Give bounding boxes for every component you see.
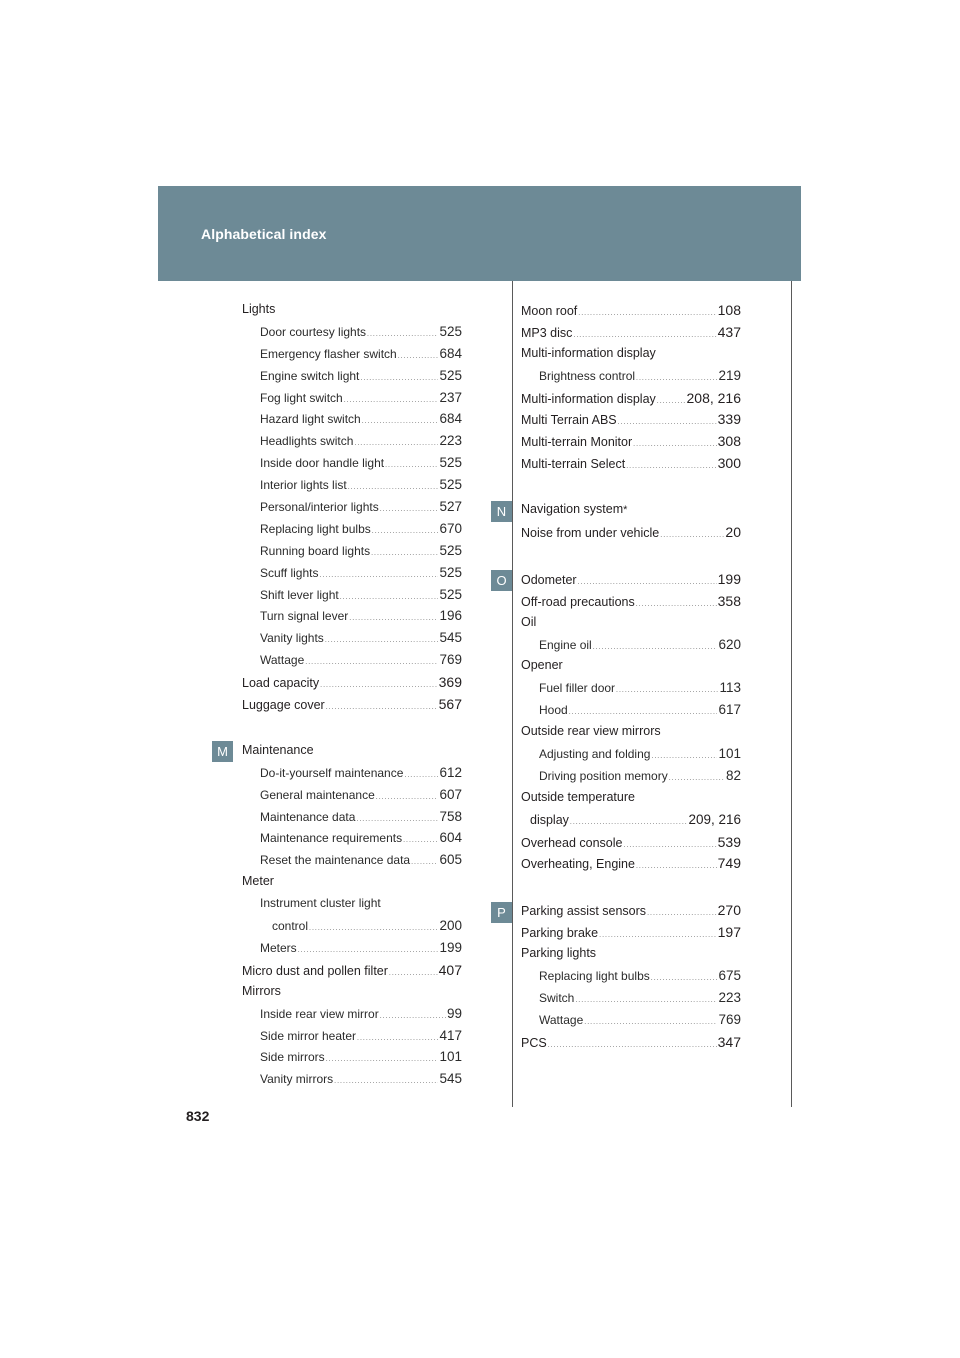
footnote-marker: * [623, 504, 628, 517]
entry-label: Navigation system [521, 502, 624, 517]
dot-leader [376, 794, 439, 801]
index-entry [521, 658, 741, 680]
entry-page: 769 [439, 652, 462, 668]
entry-page: 219 [718, 367, 741, 383]
entry-page: 347 [717, 1033, 741, 1050]
dot-leader [584, 1019, 717, 1026]
entry-page: 197 [717, 924, 741, 941]
dot-leader [319, 572, 438, 579]
entry-page: 758 [439, 808, 462, 824]
entry-label: Fog light switch [260, 390, 343, 405]
dot-leader [334, 1078, 438, 1085]
column-divider-right [791, 281, 792, 1107]
entry-label: MP3 disc [521, 325, 573, 340]
index-entry [242, 874, 462, 896]
entry-page: 525 [439, 477, 462, 493]
entry-label: Wattage [260, 653, 305, 668]
index-entry [521, 433, 741, 455]
entry-label: Switch [539, 990, 575, 1005]
entry-label: Do-it-yourself maintenance [260, 765, 404, 780]
entry-label: Meter [242, 874, 274, 889]
index-entry [242, 809, 462, 831]
index-entry [242, 652, 462, 674]
dot-leader [593, 644, 718, 651]
entry-page: 545 [439, 1071, 462, 1087]
column-divider-left [512, 281, 513, 1107]
dot-leader [320, 682, 438, 689]
entry-page: 407 [438, 961, 462, 978]
index-entry [521, 702, 741, 724]
entry-label: control [272, 919, 309, 934]
index-entry [242, 368, 462, 390]
index-entry [521, 368, 741, 390]
entry-label: Interior lights list [260, 478, 347, 493]
index-entry [521, 746, 741, 768]
entry-label: Scuff lights [260, 565, 319, 580]
entry-page: 527 [439, 499, 462, 515]
entry-page: 358 [717, 592, 741, 609]
entry-label: Fuel filler door [539, 681, 616, 696]
dot-leader [372, 528, 439, 535]
entry-page: 300 [717, 455, 741, 472]
index-entry [242, 1071, 462, 1093]
index-entry [242, 696, 462, 718]
index-entry [521, 524, 741, 546]
section-gap [242, 718, 462, 743]
entry-label: Door courtesy lights [260, 324, 367, 339]
dot-leader [389, 970, 438, 977]
index-entry [242, 852, 462, 874]
index-entry [242, 390, 462, 412]
index-entry [521, 968, 741, 990]
dot-leader [636, 863, 717, 870]
entry-label: Maintenance data [260, 809, 356, 824]
index-entry [242, 565, 462, 587]
entry-page: 525 [439, 542, 462, 558]
entry-page: 199 [439, 939, 462, 955]
entry-page: 437 [717, 323, 741, 340]
index-entry [521, 990, 741, 1012]
section-gap [521, 877, 741, 902]
entry-label: Personal/interior lights [260, 500, 379, 515]
index-entry [242, 830, 462, 852]
dot-leader [623, 842, 716, 849]
entry-page: 545 [439, 630, 462, 646]
dot-leader [651, 975, 718, 982]
dot-leader [325, 637, 439, 644]
entry-label: Parking lights [521, 946, 597, 961]
dot-leader [398, 353, 439, 360]
entry-label: Reset the maintenance data [260, 853, 411, 868]
dot-leader [411, 859, 438, 866]
index-entry [521, 615, 741, 637]
entry-label: Turn signal lever [260, 609, 349, 624]
dot-leader [380, 1013, 446, 1020]
index-entry [242, 1049, 462, 1071]
dot-leader [616, 687, 718, 694]
entry-page: 113 [719, 680, 741, 696]
entry-label: Outside rear view mirrors [521, 724, 661, 739]
entry-page: 199 [717, 570, 741, 587]
index-entry [521, 924, 741, 946]
entry-page: 237 [439, 389, 462, 405]
entry-page: 539 [717, 833, 741, 850]
dot-leader [360, 375, 438, 382]
dot-leader [570, 819, 688, 826]
entry-label: Maintenance requirements [260, 831, 403, 846]
entry-page: 670 [439, 520, 462, 536]
entry-page: 675 [718, 968, 741, 984]
letter-tab-o: O [491, 570, 512, 591]
entry-label: Maintenance [242, 742, 314, 757]
entry-label: Replacing light bulbs [260, 521, 371, 536]
entry-page: 417 [439, 1027, 462, 1043]
entry-page: 525 [439, 586, 462, 602]
entry-label: Mirrors [242, 983, 281, 998]
index-entry [521, 812, 741, 834]
entry-label: Odometer [521, 572, 577, 587]
index-entry [242, 940, 462, 962]
dot-leader [305, 659, 438, 666]
entry-label: Multi-terrain Select [521, 457, 626, 472]
entry-label: Moon roof [521, 304, 578, 318]
entry-page: 369 [438, 674, 462, 691]
entry-page: 209, 216 [688, 811, 741, 827]
dot-leader [636, 601, 717, 608]
entry-page: 769 [718, 1011, 741, 1027]
dot-leader [660, 532, 724, 539]
entry-label: Load capacity [242, 676, 320, 691]
entry-page: 339 [717, 411, 741, 428]
dot-leader [633, 441, 717, 448]
entry-label: Oil [521, 614, 537, 629]
dot-leader [573, 332, 716, 339]
dot-leader [340, 594, 439, 601]
dot-leader [380, 506, 439, 513]
dot-leader [349, 615, 438, 622]
dot-leader [578, 579, 717, 586]
index-entry [242, 543, 462, 565]
index-entry [242, 918, 462, 940]
dot-leader [657, 398, 686, 405]
dot-leader [669, 775, 725, 782]
index-entry [242, 608, 462, 630]
entry-label: Vanity mirrors [260, 1072, 334, 1087]
entry-page: 82 [725, 767, 741, 783]
index-entry [242, 587, 462, 609]
index-entry [521, 324, 741, 346]
entry-label: Multi Terrain ABS [521, 413, 617, 428]
entry-label: Lights [242, 302, 276, 316]
index-entry [521, 390, 741, 412]
entry-label: Replacing light bulbs [539, 969, 650, 984]
index-entry [242, 324, 462, 346]
letter-tab-m: M [212, 741, 233, 762]
index-entry [521, 790, 741, 812]
entry-label: Shift lever light [260, 587, 339, 602]
index-entry [521, 855, 741, 877]
entry-page: 525 [439, 323, 462, 339]
entry-page: 607 [439, 786, 462, 802]
entry-label: Parking brake [521, 926, 599, 941]
dot-leader [404, 772, 438, 779]
dot-leader [354, 440, 438, 447]
entry-page: 270 [717, 902, 741, 919]
entry-label: Multi-terrain Monitor [521, 435, 633, 450]
entry-page: 525 [439, 455, 462, 471]
entry-page: 101 [718, 746, 741, 762]
entry-label: Side mirror heater [260, 1028, 357, 1043]
dot-leader [578, 310, 716, 317]
dot-leader [371, 550, 438, 557]
dot-leader [575, 997, 717, 1004]
index-entry [242, 477, 462, 499]
dot-leader [385, 462, 438, 469]
index-entry [242, 984, 462, 1006]
index-entry [521, 1034, 741, 1056]
entry-page: 567 [438, 696, 462, 713]
entry-page: 308 [717, 433, 741, 450]
index-entry [521, 946, 741, 968]
entry-label: Engine oil [539, 637, 592, 652]
entry-page: 196 [439, 608, 462, 624]
dot-leader [626, 463, 716, 470]
entry-label: Noise from under vehicle [521, 526, 660, 541]
dot-leader [326, 1056, 439, 1063]
index-entry [521, 302, 741, 324]
dot-leader [403, 837, 438, 844]
entry-page: 604 [439, 830, 462, 846]
index-entry [521, 1012, 741, 1034]
entry-label: Inside door handle light [260, 456, 385, 471]
entry-label: Vanity lights [260, 631, 324, 646]
entry-label: Emergency flasher switch [260, 346, 397, 361]
dot-leader [569, 709, 718, 716]
entry-page: 223 [439, 433, 462, 449]
index-column-left [242, 302, 462, 1093]
entry-label: display [530, 812, 569, 827]
index-entry [242, 521, 462, 543]
entry-label: Overhead console [521, 835, 623, 850]
entry-page: 684 [439, 411, 462, 427]
dot-leader [326, 704, 438, 711]
dot-leader [348, 484, 439, 491]
dot-leader [357, 1035, 438, 1042]
page-header [158, 186, 801, 281]
section-gap [521, 546, 741, 571]
index-entry [242, 346, 462, 368]
index-entry [521, 571, 741, 593]
dot-leader [599, 932, 717, 939]
index-entry [242, 743, 462, 765]
letter-tab-n: N [491, 501, 512, 522]
dot-leader [618, 419, 717, 426]
index-entry [521, 411, 741, 433]
index-entry [242, 411, 462, 433]
entry-label: PCS [521, 1035, 547, 1050]
dot-leader [367, 331, 438, 338]
index-entry [521, 680, 741, 702]
entry-page: 620 [718, 636, 741, 652]
index-column-right [521, 302, 741, 1056]
index-entry [242, 433, 462, 455]
entry-label: Engine switch light [260, 368, 360, 383]
index-entry [521, 834, 741, 856]
entry-page: 208, 216 [686, 389, 741, 406]
entry-label: Outside temperature [521, 789, 635, 804]
entry-page: 108 [717, 302, 741, 318]
entry-page: 99 [446, 1005, 462, 1021]
index-entry [242, 962, 462, 984]
entry-label: Parking assist sensors [521, 904, 647, 919]
index-entry [521, 637, 741, 659]
index-entry [242, 455, 462, 477]
entry-page: 101 [439, 1049, 462, 1065]
entry-page: 617 [718, 702, 741, 718]
dot-leader [356, 816, 438, 823]
entry-label: Micro dust and pollen filter [242, 963, 388, 978]
entry-page: 749 [717, 855, 741, 872]
index-entry [242, 630, 462, 652]
letter-tab-p: P [491, 902, 512, 923]
index-entry [521, 346, 741, 368]
entry-label: Multi-information display [521, 345, 656, 360]
index-entry [521, 768, 741, 790]
entry-label: Hood [539, 703, 568, 718]
index-entry [521, 455, 741, 477]
entry-page: 525 [439, 564, 462, 580]
dot-leader [362, 418, 439, 425]
entry-page: 612 [439, 764, 462, 780]
entry-page: 20 [725, 524, 741, 541]
page-number: 832 [186, 1108, 210, 1124]
entry-page: 200 [439, 918, 462, 934]
dot-leader [298, 947, 439, 954]
entry-page: 684 [439, 345, 462, 361]
index-entry [242, 765, 462, 787]
entry-page: 525 [439, 367, 462, 383]
dot-leader [309, 925, 438, 932]
entry-label: Headlights switch [260, 434, 354, 449]
entry-label: Overheating, Engine [521, 857, 635, 872]
dot-leader [651, 753, 717, 760]
entry-label: Opener [521, 658, 563, 673]
entry-label: Side mirrors [260, 1050, 325, 1065]
entry-label: Inside rear view mirror [260, 1006, 379, 1021]
dot-leader [344, 397, 439, 404]
entry-label: Driving position memory [539, 768, 668, 783]
entry-label: Luggage cover [242, 698, 325, 713]
dot-leader [636, 375, 717, 382]
section-gap [521, 477, 741, 502]
entry-label: Multi-information display [521, 391, 656, 406]
index-entry [242, 787, 462, 809]
dot-leader [647, 910, 717, 917]
entry-label: Wattage [539, 1012, 584, 1027]
index-entry [242, 1006, 462, 1028]
index-entry [521, 902, 741, 924]
entry-label: Meters [260, 940, 297, 955]
index-entry [242, 499, 462, 521]
index-entry [242, 1028, 462, 1050]
entry-label: Off-road precautions [521, 594, 635, 609]
entry-label: Adjusting and folding [539, 747, 651, 762]
header-title: Alphabetical index [201, 226, 327, 242]
index-entry [242, 302, 462, 324]
entry-label: Running board lights [260, 543, 371, 558]
index-entry [242, 674, 462, 696]
entry-label: Instrument cluster light [260, 896, 381, 911]
index-entry [242, 896, 462, 918]
entry-page: 605 [439, 852, 462, 868]
entry-label: Brightness control [539, 368, 636, 383]
index-entry [521, 724, 741, 746]
index-entry [521, 502, 741, 524]
entry-label: General maintenance [260, 787, 375, 802]
entry-label: Hazard light switch [260, 412, 361, 427]
index-entry [521, 593, 741, 615]
entry-page: 223 [718, 989, 741, 1005]
dot-leader [548, 1042, 717, 1049]
